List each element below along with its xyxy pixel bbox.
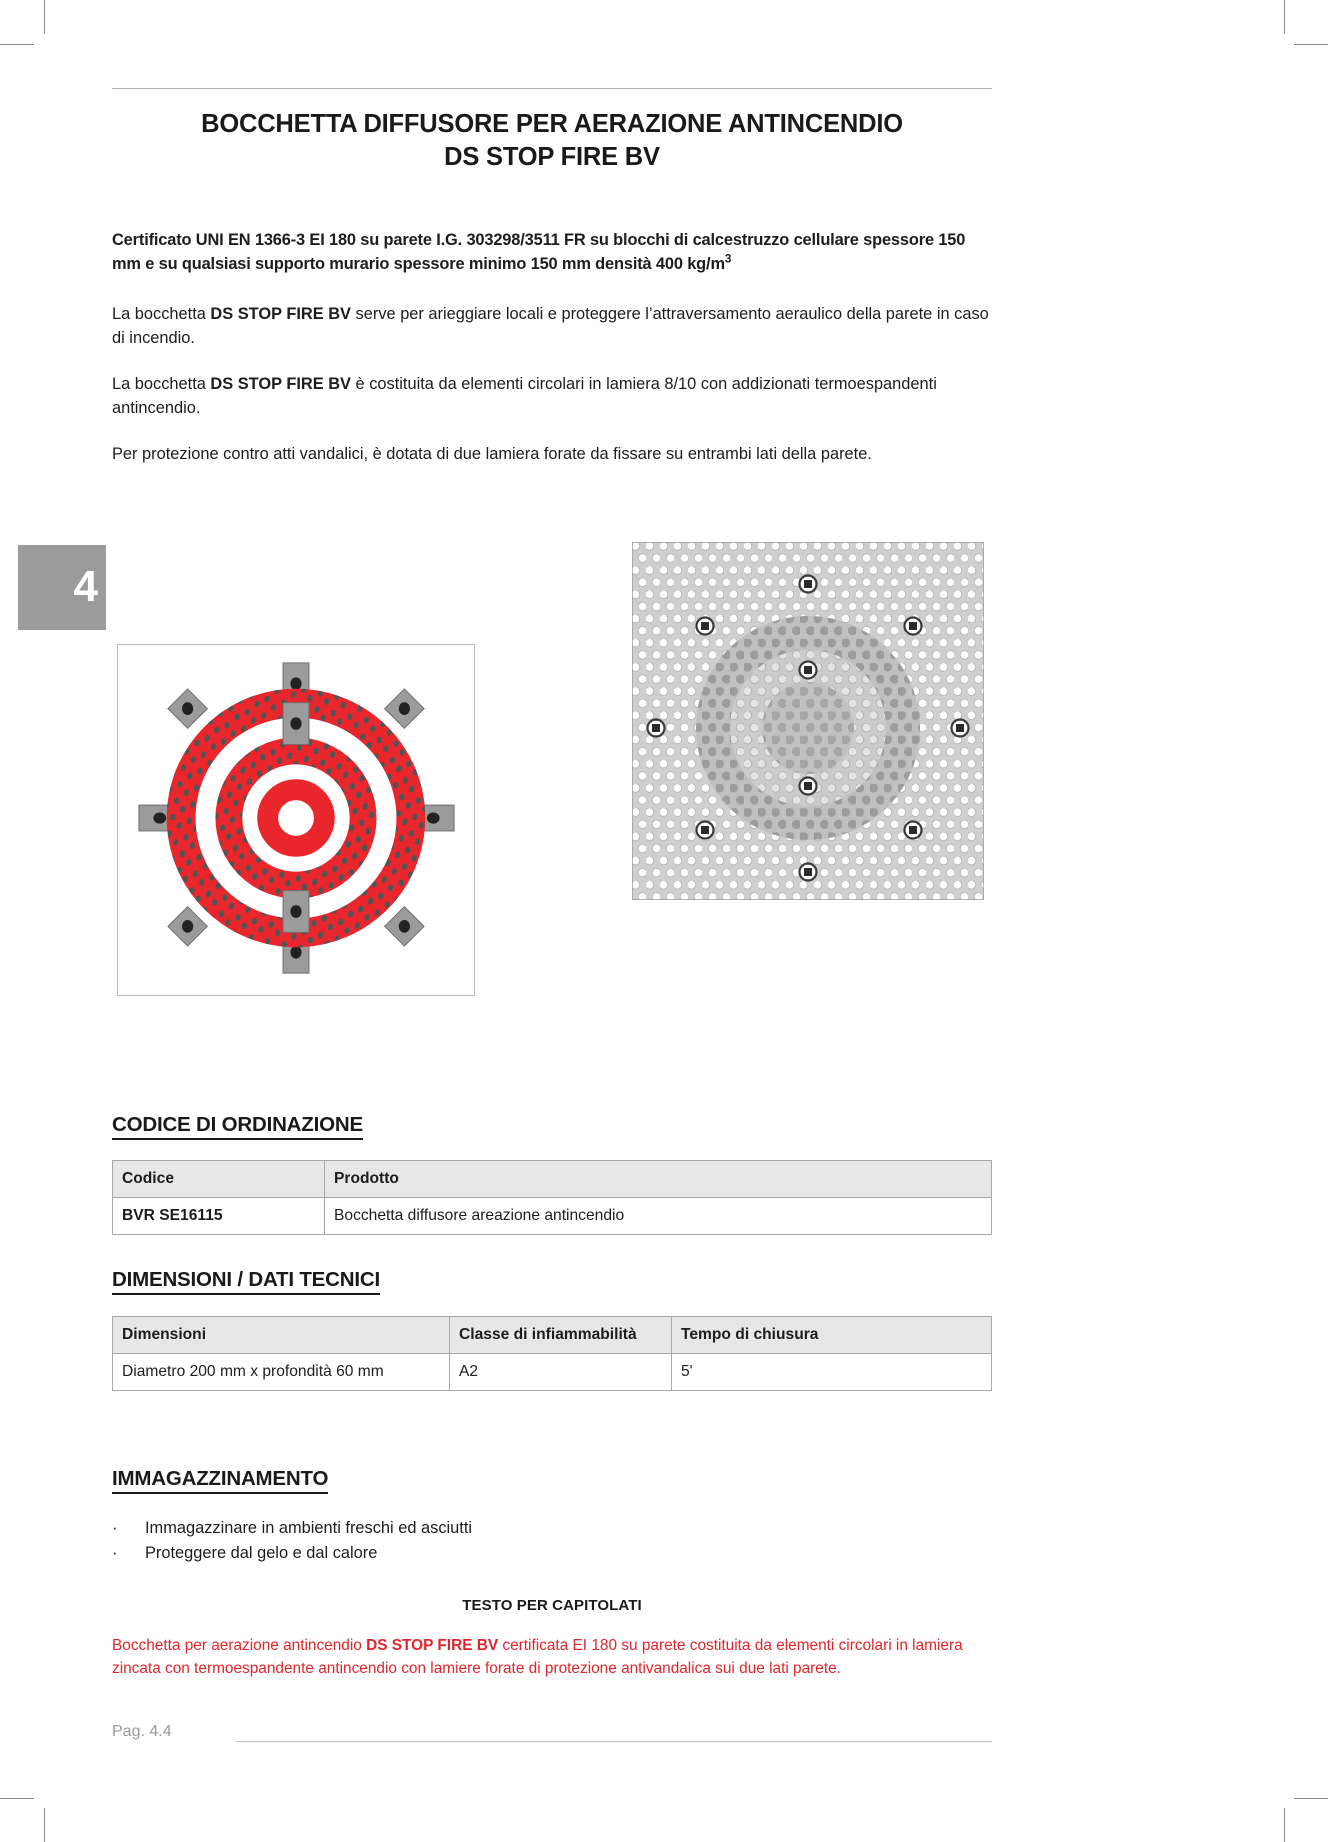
- footer-page-number: Pag. 4.4: [112, 1723, 172, 1740]
- product-figure-plate: [632, 542, 984, 900]
- crop-mark-top-left-h: [0, 44, 34, 45]
- intro-text-block: [112, 228, 996, 488]
- product-figure-front: [117, 644, 475, 996]
- column-header-prodotto: Prodotto: [325, 1161, 992, 1198]
- crop-mark-top-right: [1284, 0, 1285, 34]
- section-heading-codice: CODICE DI ORDINAZIONE: [112, 1113, 363, 1140]
- page-title: [112, 108, 992, 174]
- crop-mark-bottom-left: [44, 1808, 45, 1842]
- table-header-row: [113, 1161, 992, 1198]
- technical-data-table: [112, 1316, 992, 1391]
- p2-after: è costituita da elementi circolari in lamiera 8/10 con addizionati termoespandenti antincendio.: [112, 375, 937, 417]
- capitolati-after: certificata EI 180 su parete costituita da elementi circolari in lamiera zincata con termoespandente antincendio con lamiere forate di protezione antivandalica sui due lati parete.: [112, 1637, 963, 1677]
- column-header-tempo: Tempo di chiusura: [672, 1317, 992, 1354]
- crop-mark-top-left: [44, 0, 45, 34]
- table-header-row: [113, 1317, 992, 1354]
- certification-text: Certificato UNI EN 1366-3 EI 180 su parete I.G. 303298/3511 FR su blocchi di calcestruzzo cellulare spessore 150 mm e su qualsiasi supporto murario spessore minimo 150 mm densità 400 kg/m: [112, 231, 966, 273]
- cell-prodotto: Bocchetta diffusore areazione antincendio: [325, 1198, 992, 1235]
- title-line-1: BOCCHETTA DIFFUSORE PER AERAZIONE ANTINCENDIO: [201, 110, 903, 138]
- cell-tempo: 5': [672, 1354, 992, 1391]
- intro-paragraph-3: Per protezione contro atti vandalici, è dotata di due lamiera forate da fissare su entrambi lati della parete.: [112, 445, 872, 463]
- perforated-plate-svg: [632, 542, 984, 900]
- column-header-codice: Codice: [113, 1161, 325, 1198]
- footer-divider: [236, 1741, 992, 1742]
- crop-mark-top-right-h: [1294, 44, 1328, 45]
- cell-classe: A2: [450, 1354, 672, 1391]
- certification-exponent: 3: [724, 251, 732, 266]
- capitolati-paragraph: [112, 1634, 996, 1680]
- chapter-number: 4: [73, 561, 98, 611]
- bullet-icon: ·: [112, 1544, 118, 1562]
- p1-brand: DS STOP FIRE BV: [210, 305, 351, 323]
- intro-paragraph-2: [112, 372, 996, 420]
- title-line-2: DS STOP FIRE BV: [444, 143, 660, 171]
- ordering-code-table: [112, 1160, 992, 1235]
- table-row: [113, 1354, 992, 1391]
- header-divider: [112, 88, 992, 89]
- capitolati-brand: DS STOP FIRE BV: [366, 1637, 499, 1654]
- p2-before: La bocchetta: [112, 375, 211, 393]
- crop-mark-bottom-right: [1284, 1808, 1285, 1842]
- crop-mark-bottom-left-h: [0, 1798, 34, 1799]
- certification-paragraph: [112, 228, 996, 276]
- cell-dimensioni: Diametro 200 mm x profondità 60 mm: [113, 1354, 450, 1391]
- section-heading-immagazzinamento: IMMAGAZZINAMENTO: [112, 1467, 328, 1494]
- p2-brand: DS STOP FIRE BV: [210, 375, 351, 393]
- bullet-icon: ·: [112, 1519, 118, 1537]
- p1-after: serve per arieggiare locali e proteggere l’attraversamento aeraulico della parete in caso di incendio.: [112, 305, 989, 347]
- capitolati-before: Bocchetta per aerazione antincendio: [112, 1637, 367, 1654]
- table-row: [113, 1198, 992, 1235]
- section-heading-capitolati: TESTO PER CAPITOLATI: [462, 1597, 642, 1614]
- chapter-tab: [18, 545, 106, 630]
- column-header-dimensioni: Dimensioni: [113, 1317, 450, 1354]
- list-item-label: Immagazzinare in ambienti freschi ed asciutti: [145, 1519, 473, 1537]
- section-heading-dimensioni: DIMENSIONI / DATI TECNICI: [112, 1268, 380, 1295]
- list-item: [112, 1516, 812, 1541]
- storage-bullet-list: [112, 1516, 812, 1566]
- list-item: [112, 1541, 812, 1566]
- vent-diagram-svg: [118, 645, 474, 995]
- intro-paragraph-1: [112, 302, 996, 350]
- cell-codice: BVR SE16115: [113, 1198, 325, 1235]
- column-header-classe: Classe di infiammabilità: [450, 1317, 672, 1354]
- list-item-label: Proteggere dal gelo e dal calore: [145, 1544, 378, 1562]
- crop-mark-bottom-right-h: [1294, 1798, 1328, 1799]
- p1-before: La bocchetta: [112, 305, 211, 323]
